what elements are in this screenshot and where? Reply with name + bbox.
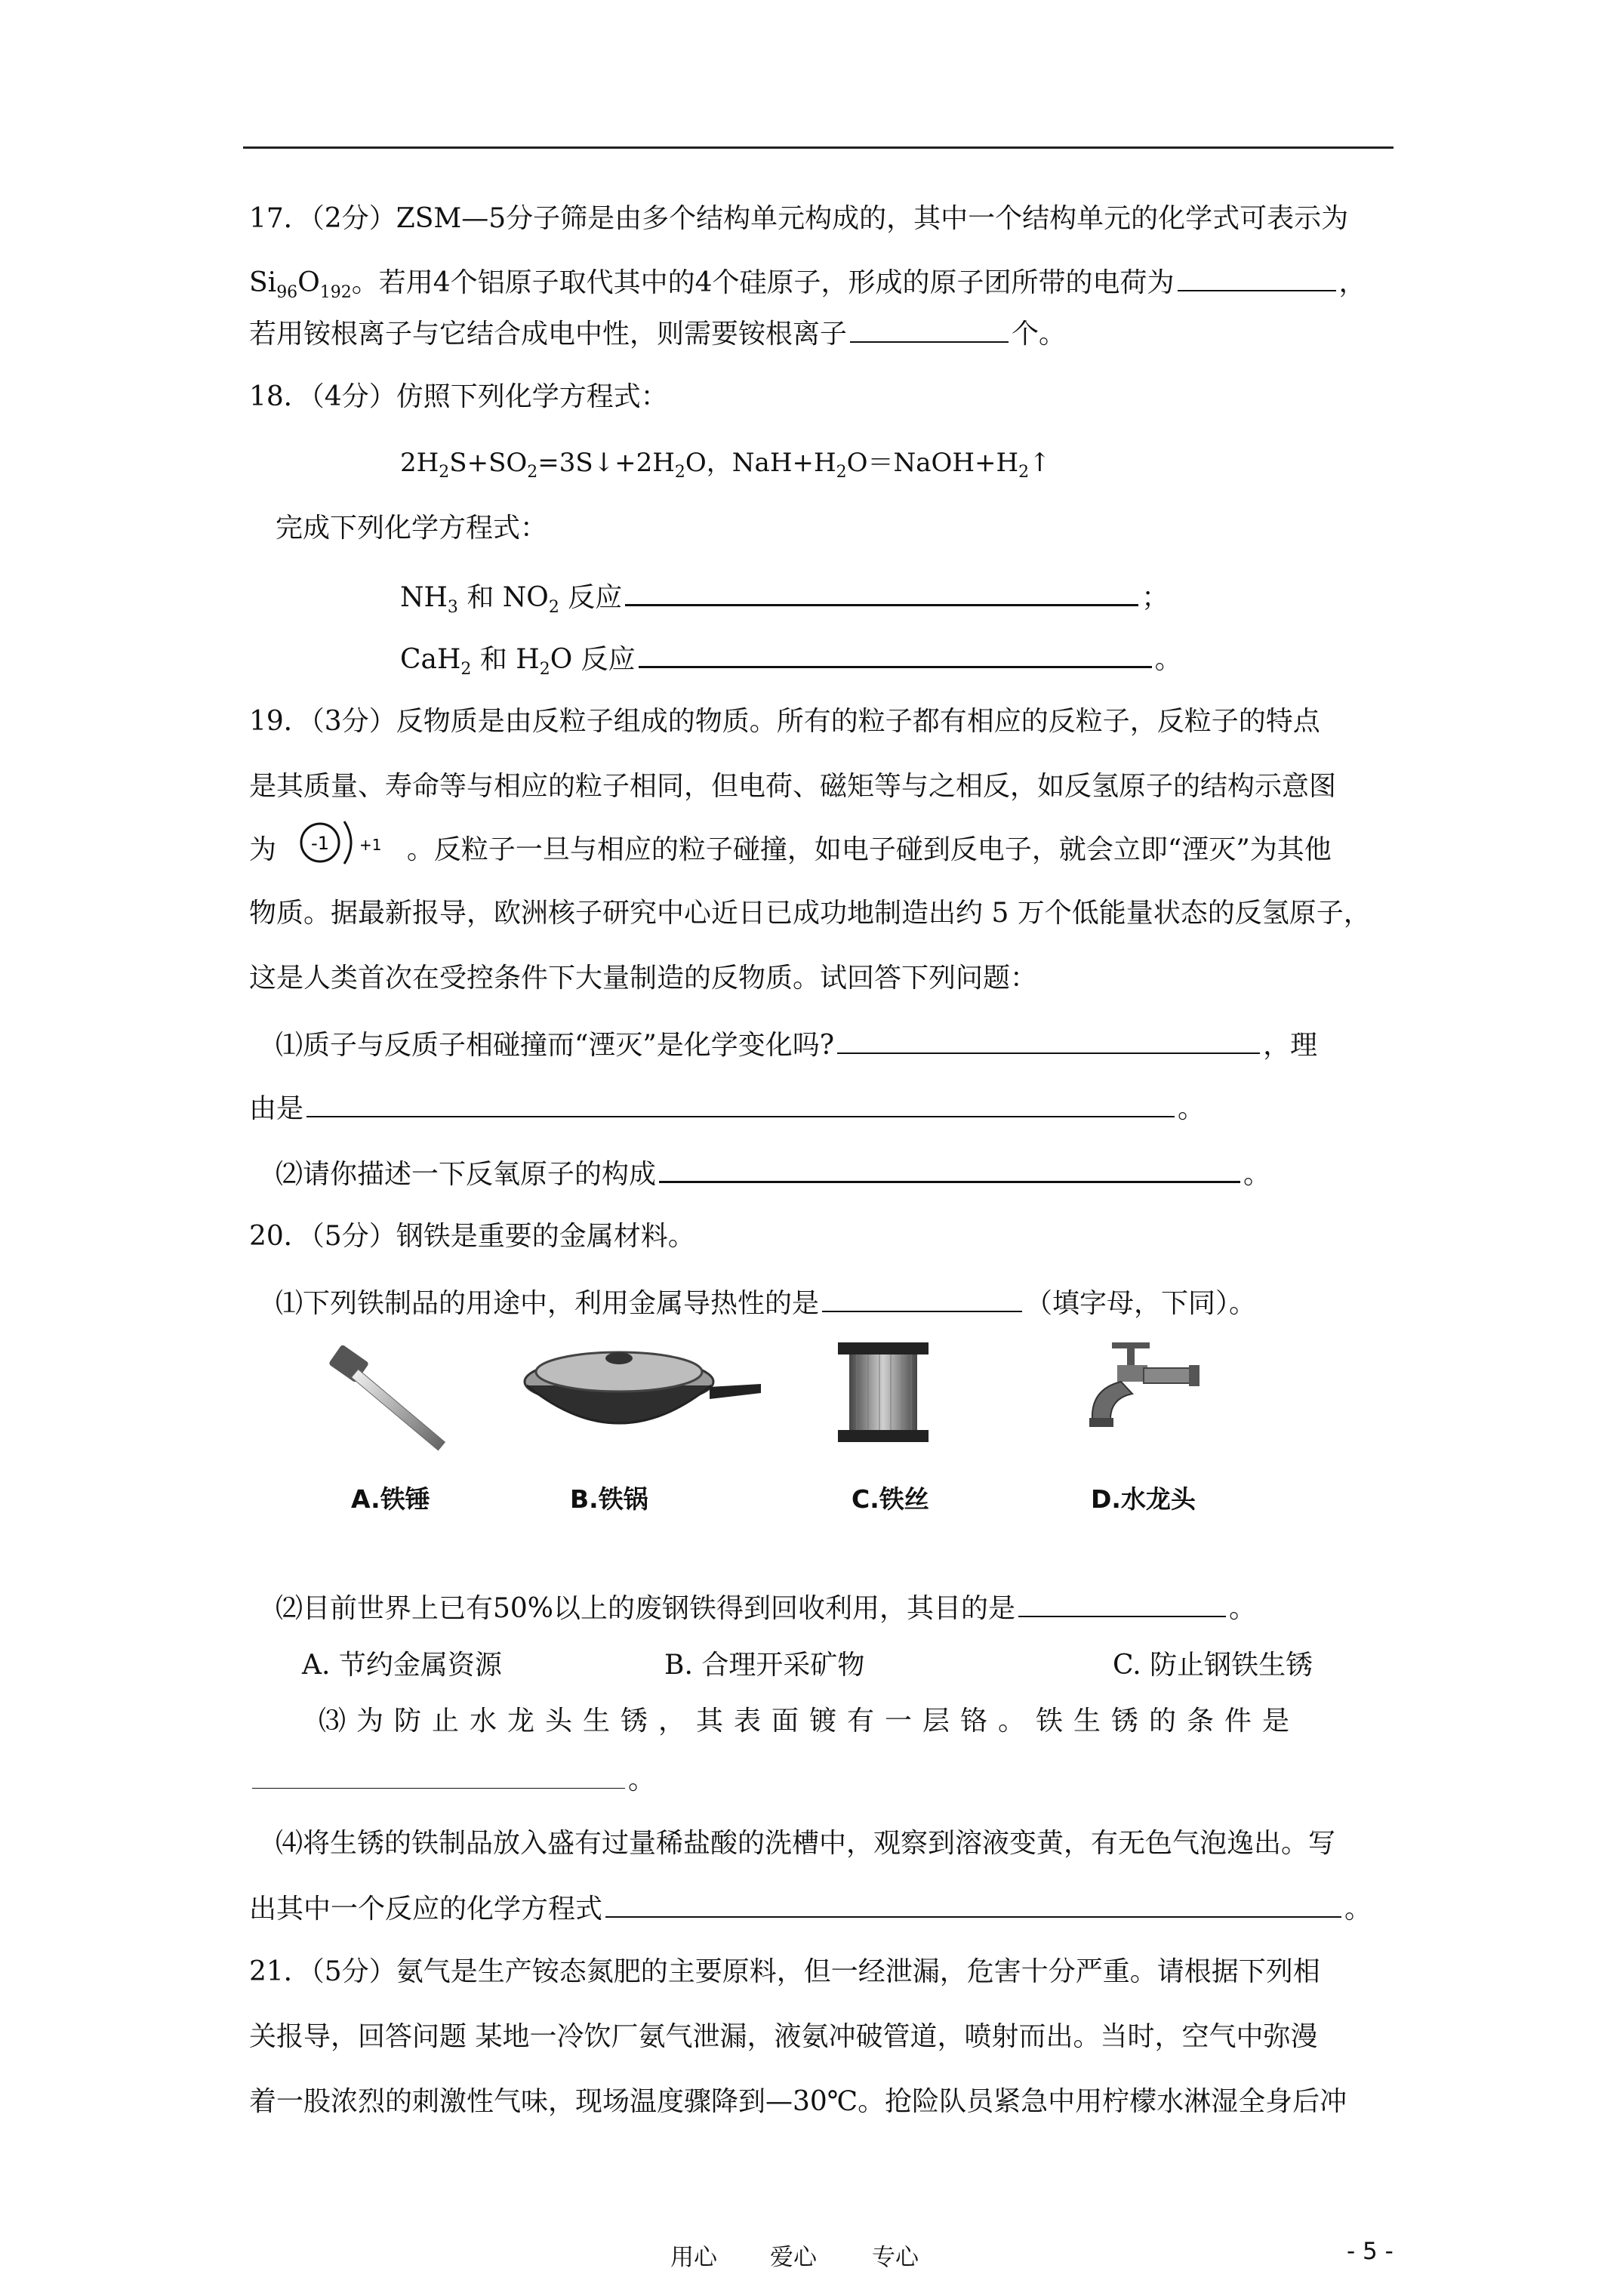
q18-nh3-no2: $NH_3$ 和 $NO_2$ 反应 ； [400,582,1169,618]
item-label-c: C.铁丝 [852,1484,929,1514]
q17-line-2: $Si_{96}O_{192}$。若用4个铝原子取代其中的4个硅原子，形成的原子团所带的电荷为 ， [249,267,1366,303]
header-rule [243,146,1394,149]
q20-purpose-blank[interactable] [1018,1593,1226,1617]
q17-line-3: 若用铵根离子与它结合成电中性，则需要铵根离子 个。 [249,319,1067,350]
q20-line-6: 。 [249,1765,655,1794]
anti-hydrogen-atom-diagram [291,814,382,874]
wire-spool-icon [834,1335,932,1448]
nucleus-charge-label: -1 [311,833,329,854]
q20-line-8: 出其中一个反应的化学方程式 。 [249,1894,1372,1925]
q19-reason-blank[interactable] [306,1093,1175,1117]
electron-shell-arc [344,821,351,864]
item-label-d: D.水龙头 [1091,1484,1196,1514]
q20-option-c: C. 防止钢铁生锈 [1113,1650,1313,1681]
q19-anti-oxygen-blank[interactable] [659,1158,1240,1183]
q19-line-8: ⑵请你描述一下反氧原子的构成 。 [276,1159,1271,1190]
q19-annihilation-blank[interactable] [837,1030,1260,1054]
item-label-a: A.铁锤 [351,1484,430,1514]
q20-line-3: ⑵目前世界上已有50%以上的废钢铁得到回收利用，其目的是 。 [276,1593,1257,1624]
q20-line-1: 20．（5分）钢铁是重要的金属材料。 [249,1221,695,1252]
footer-left: 用心 [670,2244,717,2271]
wok-icon [521,1340,762,1446]
q18-example-equations: $2H_2S+SO_2=3S↓+2H_2O$，$NaH+H_2O=NaOH+H_2↑$ [400,448,1051,482]
item-label-b: B.铁锅 [570,1484,648,1514]
q20-option-b: B. 合理开采矿物 [664,1650,865,1681]
q18-line-3: 完成下列化学方程式： [276,513,548,544]
footer-mid: 爱心 [770,2244,817,2271]
q21-line-3: 着一股浓烈的刺激性气味，现场温度骤降到—30℃。抢险队员紧急中用柠檬水淋湿全身后冲 [249,2086,1347,2117]
shell-electron-label: +1 [359,836,382,854]
q19-line-4: 物质。据最新报导，欧洲核子研究中心近日已成功地制造出约 5 万个低能量状态的反氢原子， [249,898,1371,929]
q20-heat-blank[interactable] [822,1288,1022,1312]
q17-ammonium-blank[interactable] [850,319,1009,343]
q18-cah2-blank[interactable] [639,643,1152,668]
q21-line-1: 21．（5分）氨气是生产铵态氮肥的主要原料，但一经泄漏，危害十分严重。请根据下列相 [249,1956,1320,1987]
footer-right: 专心 [872,2244,919,2271]
q17-line-1: 17．（2分）ZSM—5分子筛是由多个结构单元构成的，其中一个结构单元的化学式可表示为 [249,203,1349,234]
q20-line-7: ⑷将生锈的铁制品放入盛有过量稀盐酸的洗槽中，观察到溶液变黄，有无色气泡逸出。写 [276,1828,1336,1859]
q18-cah2-h2o: CaH$_2$ 和 $H_2O$ 反应 。 [400,644,1182,680]
q21-line-2: 关报导，回答问题 某地一冷饮厂氨气泄漏，液氨冲破管道，喷射而出。当时，空气中弥漫 [249,2021,1318,2052]
q19-line-6: ⑴质子与反质子相碰撞而“湮灭”是化学变化吗? ，理 [276,1030,1318,1061]
q20-line-5: ⑶为防止水龙头生锈，其表面镀有一层铬。铁生锈的条件是 [319,1706,1301,1737]
page-number: - 5 - [1347,2238,1394,2265]
q19-line-5: 这是人类首次在受控条件下大量制造的反物质。试回答下列问题： [249,963,1038,994]
q18-line-1: 18．（4分）仿照下列化学方程式： [249,381,668,412]
q20-line-2: ⑴下列铁制品的用途中，利用金属导热性的是 （填字母，下同）。 [276,1288,1257,1319]
hammer-icon [325,1336,468,1450]
q17-charge-blank[interactable] [1178,267,1336,291]
q20-equation-blank[interactable] [605,1894,1341,1918]
faucet-icon [1068,1336,1204,1450]
q19-line-2: 是其质量、寿命等与相应的粒子相同，但电荷、磁矩等与之相反，如反氢原子的结构示意图 [249,771,1337,802]
q20-option-a: A. 节约金属资源 [302,1650,502,1681]
q19-line-7: 由是 。 [249,1093,1206,1124]
q18-nh3-blank[interactable] [625,581,1138,606]
q19-line-1: 19．（3分）反物质是由反粒子组成的物质。所有的粒子都有相应的反粒子，反粒子的特点 [249,706,1320,737]
q20-rust-condition-blank[interactable] [252,1765,625,1789]
q19-line-3: 为 。反粒子一旦与相应的粒子碰撞，如电子碰到反电子，就会立即“湮灭”为其他 [249,834,1332,865]
